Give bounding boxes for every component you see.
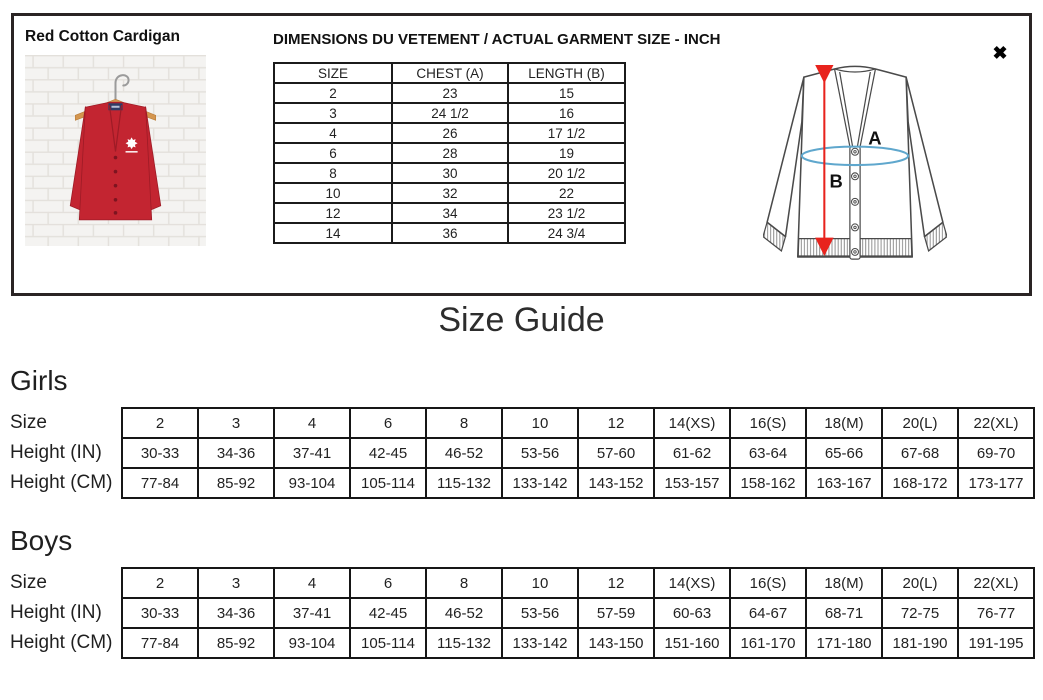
red-cardigan <box>70 102 160 220</box>
sg-cell: 93-104 <box>274 628 350 658</box>
sg-cell: 105-114 <box>350 468 426 498</box>
dims-row <box>274 183 625 203</box>
sg-cell: 42-45 <box>350 438 426 468</box>
sg-cell: 46-52 <box>426 598 502 628</box>
dims-row <box>274 203 625 223</box>
sg-cell: 16(S) <box>730 408 806 438</box>
chest-label-a: A <box>868 127 882 149</box>
sg-cell: 18(M) <box>806 568 882 598</box>
sg-cell: 4 <box>274 408 350 438</box>
sg-cell: 3 <box>198 568 274 598</box>
sg-cell: 2 <box>122 568 198 598</box>
sg-cell: 20(L) <box>882 568 958 598</box>
sg-row-label: Size <box>10 568 122 598</box>
sg-cell: 181-190 <box>882 628 958 658</box>
dims-cell: 36 <box>392 223 508 243</box>
sg-cell: 30-33 <box>122 438 198 468</box>
dims-cell: 26 <box>392 123 508 143</box>
size-guide-title: Size Guide <box>438 301 605 339</box>
product-title: Red Cotton Cardigan <box>25 28 180 45</box>
dims-row <box>274 163 625 183</box>
dims-cell: 28 <box>392 143 508 163</box>
sg-cell: 143-152 <box>578 468 654 498</box>
dimensions-heading: DIMENSIONS DU VETEMENT / ACTUAL GARMENT SIZE - INCH <box>273 31 721 48</box>
dims-cell: 17 1/2 <box>508 123 625 143</box>
sg-row <box>10 438 1034 468</box>
dims-cell: 24 3/4 <box>508 223 625 243</box>
dims-cell: 32 <box>392 183 508 203</box>
sg-cell: 85-92 <box>198 468 274 498</box>
sg-cell: 14(XS) <box>654 568 730 598</box>
dims-cell: 23 1/2 <box>508 203 625 223</box>
sg-cell: 68-71 <box>806 598 882 628</box>
sg-cell: 37-41 <box>274 598 350 628</box>
sg-cell: 133-142 <box>502 468 578 498</box>
measurement-diagram <box>763 60 947 266</box>
dims-cell: 15 <box>508 83 625 103</box>
sg-cell: 77-84 <box>122 468 198 498</box>
girls-size-table <box>10 407 1035 499</box>
sg-row <box>10 408 1034 438</box>
sg-cell: 8 <box>426 408 502 438</box>
dims-cell: 8 <box>274 163 392 183</box>
dims-cell: 6 <box>274 143 392 163</box>
sg-cell: 30-33 <box>122 598 198 628</box>
cardigan-sketch <box>763 66 947 259</box>
sg-cell: 4 <box>274 568 350 598</box>
boys-heading: Boys <box>10 525 73 556</box>
dims-cell: 2 <box>274 83 392 103</box>
sg-row-label: Height (IN) <box>10 598 122 628</box>
sg-row-label: Height (IN) <box>10 438 122 468</box>
dims-cell: 16 <box>508 103 625 123</box>
dims-cell: 3 <box>274 103 392 123</box>
sg-cell: 115-132 <box>426 628 502 658</box>
sg-cell: 76-77 <box>958 598 1034 628</box>
dims-row <box>274 103 625 123</box>
dims-cell: 20 1/2 <box>508 163 625 183</box>
size-chart-modal <box>11 13 1032 296</box>
sg-cell: 85-92 <box>198 628 274 658</box>
sg-cell: 16(S) <box>730 568 806 598</box>
sg-cell: 161-170 <box>730 628 806 658</box>
dims-cell: 4 <box>274 123 392 143</box>
sg-cell: 6 <box>350 568 426 598</box>
sg-row <box>10 598 1034 628</box>
sg-cell: 53-56 <box>502 438 578 468</box>
sg-cell: 57-60 <box>578 438 654 468</box>
sg-cell: 2 <box>122 408 198 438</box>
sg-cell: 12 <box>578 568 654 598</box>
dims-row <box>274 123 625 143</box>
sg-cell: 93-104 <box>274 468 350 498</box>
garment-dimensions-table <box>273 62 626 244</box>
dims-header-cell: LENGTH (B) <box>508 63 625 83</box>
sg-cell: 10 <box>502 568 578 598</box>
dims-row <box>274 143 625 163</box>
sg-cell: 67-68 <box>882 438 958 468</box>
dims-cell: 19 <box>508 143 625 163</box>
sg-cell: 63-64 <box>730 438 806 468</box>
sg-cell: 18(M) <box>806 408 882 438</box>
sg-row <box>10 568 1034 598</box>
sg-cell: 57-59 <box>578 598 654 628</box>
dims-row <box>274 83 625 103</box>
dims-header-row <box>274 63 625 83</box>
sg-cell: 115-132 <box>426 468 502 498</box>
sg-cell: 12 <box>578 408 654 438</box>
sg-cell: 53-56 <box>502 598 578 628</box>
sg-cell: 22(XL) <box>958 408 1034 438</box>
boys-size-table <box>10 567 1035 659</box>
sg-cell: 10 <box>502 408 578 438</box>
sg-cell: 133-142 <box>502 628 578 658</box>
sg-cell: 14(XS) <box>654 408 730 438</box>
product-photo-image <box>25 55 206 246</box>
sg-row <box>10 628 1034 658</box>
sg-cell: 42-45 <box>350 598 426 628</box>
sg-cell: 171-180 <box>806 628 882 658</box>
dims-table-head <box>274 63 625 83</box>
dims-cell: 34 <box>392 203 508 223</box>
sg-cell: 64-67 <box>730 598 806 628</box>
sg-cell: 20(L) <box>882 408 958 438</box>
dims-header-cell: CHEST (A) <box>392 63 508 83</box>
sg-cell: 46-52 <box>426 438 502 468</box>
sg-cell: 34-36 <box>198 438 274 468</box>
dims-cell: 12 <box>274 203 392 223</box>
sg-cell: 163-167 <box>806 468 882 498</box>
sg-cell: 191-195 <box>958 628 1034 658</box>
sg-cell: 168-172 <box>882 468 958 498</box>
dims-table-body <box>274 83 625 243</box>
sg-cell: 69-70 <box>958 438 1034 468</box>
sg-cell: 173-177 <box>958 468 1034 498</box>
sg-cell: 60-63 <box>654 598 730 628</box>
sg-cell: 77-84 <box>122 628 198 658</box>
sg-cell: 65-66 <box>806 438 882 468</box>
dims-cell: 23 <box>392 83 508 103</box>
dims-row <box>274 223 625 243</box>
length-label-b: B <box>829 170 843 192</box>
sg-cell: 37-41 <box>274 438 350 468</box>
dims-cell: 22 <box>508 183 625 203</box>
sg-cell: 61-62 <box>654 438 730 468</box>
sg-cell: 34-36 <box>198 598 274 628</box>
dims-cell: 10 <box>274 183 392 203</box>
sg-row-label: Height (CM) <box>10 468 122 498</box>
dims-cell: 24 1/2 <box>392 103 508 123</box>
sg-cell: 153-157 <box>654 468 730 498</box>
sg-cell: 158-162 <box>730 468 806 498</box>
sg-cell: 72-75 <box>882 598 958 628</box>
sg-cell: 143-150 <box>578 628 654 658</box>
close-icon[interactable]: ✖ <box>992 42 1008 63</box>
sg-cell: 105-114 <box>350 628 426 658</box>
sg-row-label: Size <box>10 408 122 438</box>
dims-cell: 14 <box>274 223 392 243</box>
dims-header-cell: SIZE <box>274 63 392 83</box>
sg-cell: 151-160 <box>654 628 730 658</box>
sg-cell: 22(XL) <box>958 568 1034 598</box>
girls-heading: Girls <box>10 365 68 396</box>
sg-row <box>10 468 1034 498</box>
sg-cell: 3 <box>198 408 274 438</box>
sg-row-label: Height (CM) <box>10 628 122 658</box>
sg-cell: 8 <box>426 568 502 598</box>
sg-cell: 6 <box>350 408 426 438</box>
dims-cell: 30 <box>392 163 508 183</box>
